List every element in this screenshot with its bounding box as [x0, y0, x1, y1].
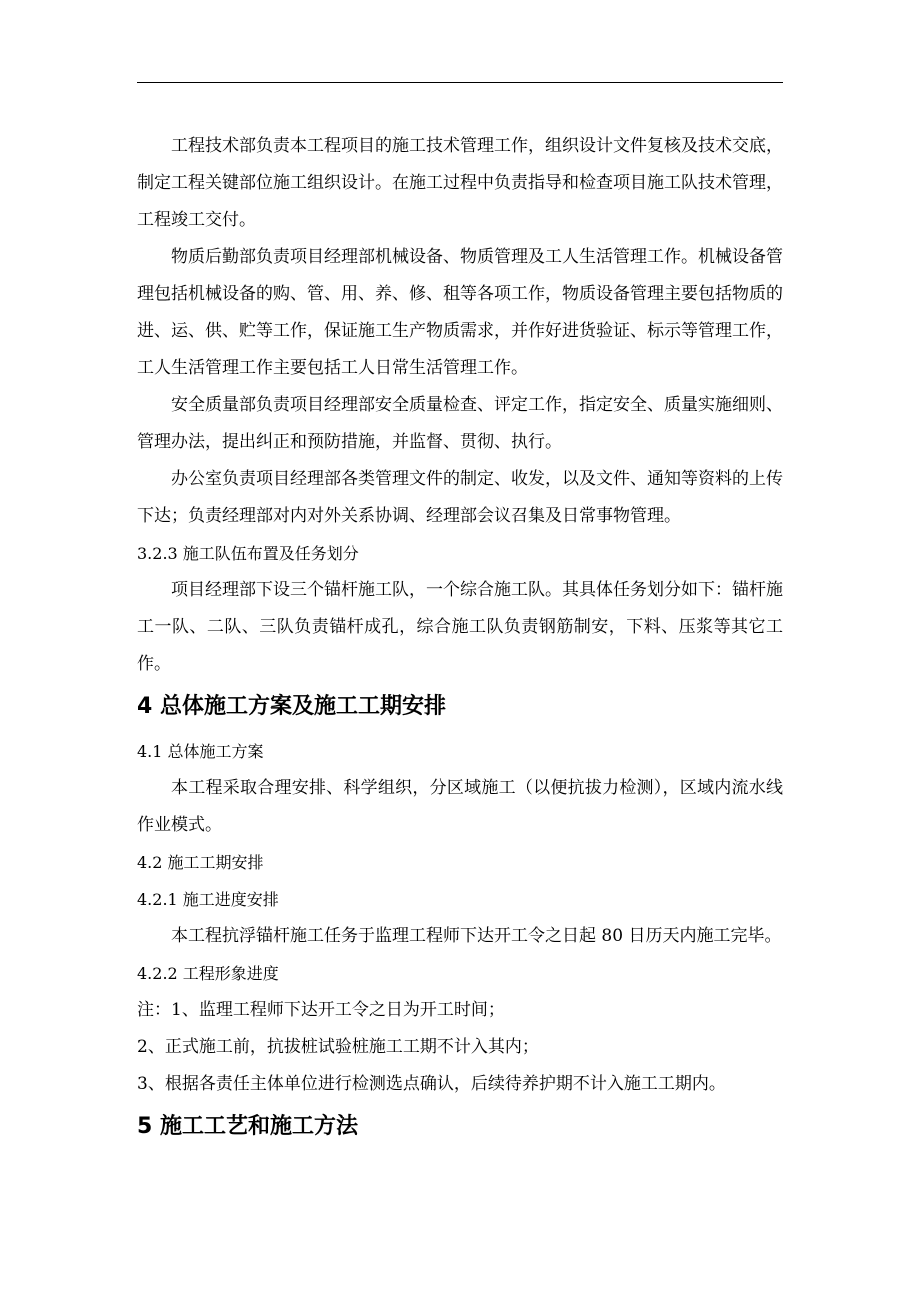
paragraph-engineering-dept: 工程技术部负责本工程项目的施工技术管理工作，组织设计文件复核及技术交底，制定工程关键部位施工组织设计。在施工过程中负责指导和检查项目施工队技术管理，工程竣工交付。	[137, 136, 783, 230]
note-line: 注：1、监理工程师下达开工令之日为开工时间；	[137, 1000, 505, 1020]
chapter-5-heading: 5 施工工艺和施工方法	[137, 1114, 358, 1139]
section-4-1-body: 本工程采取合理安排、科学组织，分区域施工（以便抗拔力检测），区域内流水线作业模式。	[137, 778, 783, 835]
chapter-4-heading: 4 总体施工方案及施工工期安排	[137, 694, 446, 719]
note-line: 2、正式施工前，抗拔桩试验桩施工工期不计入其内；	[137, 1037, 539, 1057]
header-rule	[137, 82, 783, 83]
note-line: 3、根据各责任主体单位进行检测选点确认，后续待养护期不计入施工工期内。	[137, 1074, 726, 1094]
section-4-2-title: 4.2 施工工期安排	[137, 853, 264, 872]
section-4-2-1-title: 4.2.1 施工进度安排	[137, 890, 279, 909]
paragraph-logistics-dept: 物质后勤部负责项目经理部机械设备、物质管理及工人生活管理工作。机械设备管理包括机械设备的购、管、用、养、修、租等各项工作，物质设备管理主要包括物质的进、运、供、贮等工作，保证施工生产物质需求，并作好进货验证、标示等管理工作，工人生活管理工作主要包括工人日常生活管理工作。	[137, 247, 783, 378]
section-3-2-3-body: 项目经理部下设三个锚杆施工队，一个综合施工队。其具体任务划分如下：锚杆施工一队、二队、三队负责锚杆成孔，综合施工队负责钢筋制安，下料、压浆等其它工作。	[137, 580, 783, 674]
section-4-2-2-title: 4.2.2 工程形象进度	[137, 964, 279, 983]
page-content	[137, 128, 783, 1153]
paragraph-safety-quality-dept: 安全质量部负责项目经理部安全质量检查、评定工作，指定安全、质量实施细则、管理办法，提出纠正和预防措施，并监督、贯彻、执行。	[137, 395, 783, 452]
section-4-2-1-body: 本工程抗浮锚杆施工任务于监理工程师下达开工令之日起 80 日历天内施工完毕。	[171, 926, 782, 946]
section-4-1-title: 4.1 总体施工方案	[137, 742, 264, 761]
paragraph-office: 办公室负责项目经理部各类管理文件的制定、收发，以及文件、通知等资料的上传下达；负责经理部对内对外关系协调、经理部会议召集及日常事物管理。	[137, 469, 783, 526]
section-3-2-3-title: 3.2.3 施工队伍布置及任务划分	[137, 544, 359, 563]
